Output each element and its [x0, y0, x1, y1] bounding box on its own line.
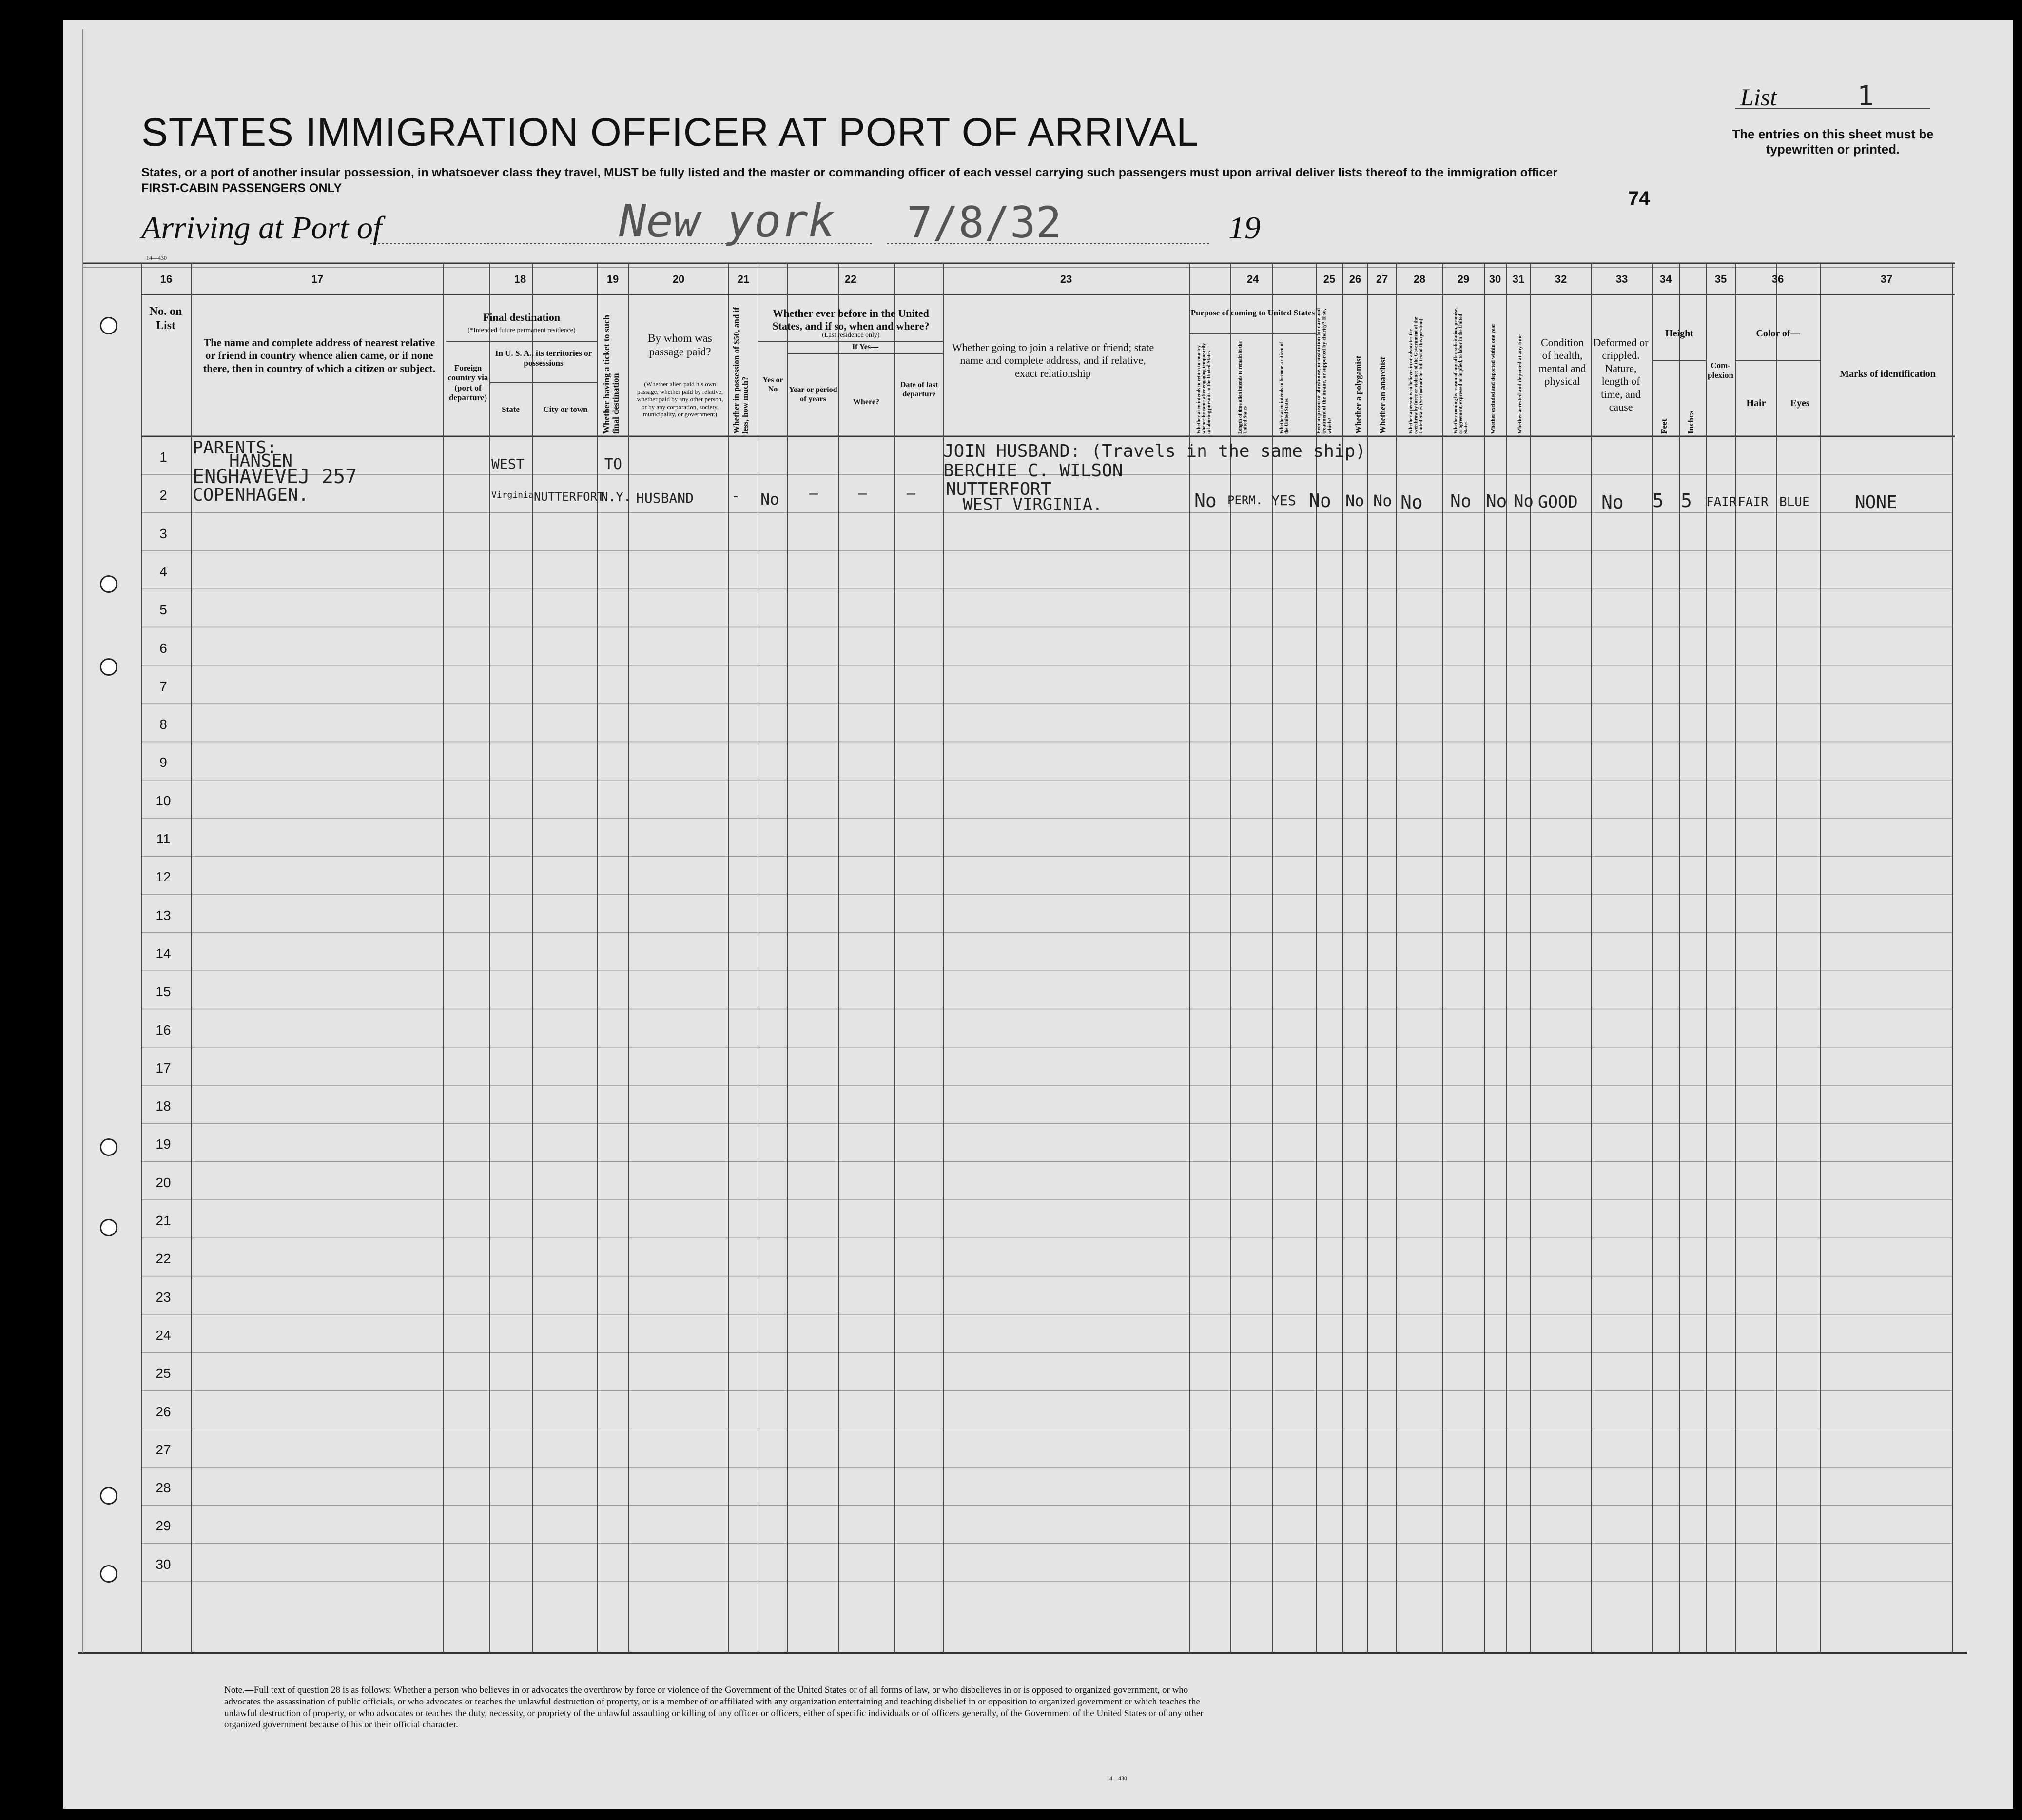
entry-join-line2: BERCHIE C. WILSON [943, 461, 1123, 481]
row-number: 7 [159, 678, 167, 694]
entry-paid-by: HUSBAND [636, 490, 694, 506]
row-number: 4 [159, 564, 167, 579]
header-purpose-citizen: Whether alien intends to become a citizen of the United States [1279, 342, 1290, 434]
column-number-19: 19 [606, 273, 619, 285]
instructions-line1: States, or a port of another insular possession, in whatsoever class they travel, MUST be fully listed and the master or commanding officer of each vessel carrying such passengers must upon arrival deliver lists thereof to the immigration officer [141, 166, 1557, 179]
header-color-of: Color of— [1756, 328, 1800, 339]
entry-city: NUTTERFORT [534, 490, 604, 504]
column-number-22: 22 [844, 273, 857, 285]
column-number-18: 18 [514, 273, 526, 285]
header-final-destination-note: (*Intended future permanent residence) [467, 327, 576, 334]
column-number-21: 21 [737, 273, 750, 285]
row-number: 1 [159, 450, 167, 465]
row-number: 10 [156, 793, 171, 808]
header-where: Where? [853, 398, 879, 406]
entry-where: — [858, 485, 867, 502]
entry-polygamist: No [1345, 491, 1364, 510]
entry-state-line1: WEST [491, 456, 525, 472]
row-number: 27 [156, 1442, 171, 1457]
row-number: 25 [156, 1366, 171, 1381]
header-final-destination: Final destination [483, 311, 561, 323]
column-number-29: 29 [1457, 273, 1470, 285]
header-inches: Inches [1686, 411, 1695, 434]
entry-hair: FAIR [1738, 495, 1769, 509]
entry-state-line2: Virginia [491, 490, 534, 500]
column-number-34: 34 [1659, 273, 1672, 285]
row-number: 26 [156, 1404, 171, 1419]
entry-prison: No [1309, 490, 1331, 511]
row-number: 22 [156, 1251, 171, 1267]
row-number: 21 [156, 1213, 171, 1228]
footnote: Note.—Full text of question 28 is as follows: Whether a person who believes in or advocates the overthrow by force or violence of the Government of the United States or of all forms of law, or who disbelieves in or is opposed to organized government, or who advocates the assassination of public officials, or who advocates or teaches the unlawful destruction of property, or is a member of or affiliated with any organization entertaining and teaching disbelief in or opposition to organized government or which teaches the unlawful destruction of property, or who advocates or teaches the duty, necessity, or propriety of the unlawful assaulting or killing of any officer or officers, either of specific individuals or of officers generally, of the Government of the United States or of any other organized government because of his or their official character. [224, 1685, 1204, 1730]
header-state: State [502, 405, 520, 414]
header-year-period: Year or period of years [789, 386, 837, 404]
header-purpose: Purpose of coming to United States [1190, 308, 1315, 317]
entry-year: — [809, 485, 818, 502]
entry-feet: 5 [1653, 490, 1664, 511]
row-number: 17 [156, 1060, 171, 1076]
header-joining: Whether going to join a relative or friend; state name and complete address, and if relative, exact relationship [952, 341, 1154, 379]
header-ticket: Whether having a ticket to such final destination [602, 314, 621, 434]
entry-health: GOOD [1538, 492, 1578, 512]
row-number: 15 [156, 984, 171, 999]
list-label: List [1740, 83, 1777, 111]
header-hair: Hair [1746, 398, 1766, 409]
header-before-us: Whether ever before in the United States, and if so, when and where? [772, 307, 930, 333]
punch-hole [100, 1487, 117, 1505]
entry-before: No [760, 490, 779, 509]
row-number: 12 [156, 869, 171, 885]
port-value: New york [619, 195, 836, 247]
column-number-32: 32 [1555, 273, 1567, 285]
entry-relative-line4: COPENHAGEN. [193, 485, 309, 505]
row-number: 9 [159, 755, 167, 770]
entry-money: - [731, 488, 740, 505]
entry-join-line3: NUTTERFORT [946, 479, 1051, 499]
form-title: STATES IMMIGRATION OFFICER AT PORT OF ARRIVAL [141, 110, 1199, 155]
entry-q30: No [1486, 491, 1507, 511]
entry-join-line4: WEST VIRGINIA. [963, 495, 1103, 514]
header-date-departure: Date of last departure [900, 381, 938, 399]
header-anarchist: Whether an anarchist [1378, 356, 1387, 434]
entry-purpose-return: No [1194, 490, 1217, 511]
header-in-usa: In U. S. A., its territories or possessions [495, 349, 592, 368]
column-number-24: 24 [1246, 273, 1259, 285]
row-number: 23 [156, 1289, 171, 1305]
entry-deformed: No [1601, 491, 1624, 513]
header-q29: Whether coming by reason of any offer, solicitation, promise, or agreement, expressed or implied, to labor in the United States [1453, 307, 1469, 434]
header-prison: Ever in prison or almshouse, or institution for care and treatment of the insane, or supported by charity? If so, which? [1316, 308, 1333, 434]
entry-join-line1: JOIN HUSBAND: (Travels in the same ship) [943, 441, 1366, 461]
row-number: 20 [156, 1174, 171, 1190]
row-number: 14 [156, 945, 171, 961]
entry-inches: 5 [1681, 490, 1692, 511]
header-q28: Whether a person who believes in or advocates the overthrow by force or violence of the Government of the United States (See footnote for full text of this question) [1408, 317, 1424, 434]
column-number-30: 30 [1489, 273, 1501, 285]
header-purpose-return: Whether alien intends to return to country whence he came after engaging temporarily in laboring pursuits in the United States [1196, 343, 1212, 434]
header-last-residence: (Last residence only) [822, 332, 880, 339]
column-number-33: 33 [1615, 273, 1628, 285]
entry-purpose-citizen: YES [1271, 492, 1296, 509]
row-number: 13 [156, 907, 171, 923]
header-q30: Whether excluded and deported within one year [1490, 323, 1496, 434]
form-code-top: 14—430 [146, 254, 167, 261]
header-purpose-length: Length of time alien intends to remain in the United States [1238, 341, 1248, 434]
column-number-17: 17 [311, 273, 324, 285]
row-number: 5 [159, 602, 167, 618]
row-number: 3 [159, 526, 167, 541]
entry-relative-line2: HANSEN [229, 451, 293, 471]
punch-hole [100, 1138, 117, 1156]
entry-relative-line3: ENGHAVEVEJ 257 [193, 466, 357, 488]
entry-ticket-line2: N.Y. [601, 490, 631, 505]
row-number: 29 [156, 1518, 171, 1534]
punch-hole [100, 1219, 117, 1236]
entry-q28: No [1400, 491, 1423, 513]
entry-q29: No [1450, 491, 1472, 511]
row-number: 18 [156, 1098, 171, 1114]
typewritten-note: The entries on this sheet must be typewritten or printed. [1732, 127, 1934, 157]
column-number-16: 16 [160, 273, 173, 285]
header-eyes: Eyes [1790, 398, 1810, 409]
entry-relative-line1: PARENTS: [193, 438, 277, 458]
column-number-20: 20 [672, 273, 685, 285]
row-number: 8 [159, 717, 167, 732]
header-health: Condition of health, mental and physical [1538, 336, 1586, 388]
header-complexion: Com-plexion [1708, 361, 1733, 380]
row-number: 2 [159, 488, 167, 503]
header-height: Height [1665, 328, 1693, 339]
entry-ticket-line1: TO [604, 456, 622, 473]
header-if-yes: If Yes— [852, 343, 879, 351]
column-number-23: 23 [1060, 273, 1072, 285]
column-number-35: 35 [1714, 273, 1727, 285]
header-by-whom: By whom was passage paid? [648, 332, 712, 358]
header-city: City or town [543, 405, 588, 414]
date-value: 7/8/32 [907, 197, 1062, 248]
entry-purpose-length: PERM. [1227, 493, 1263, 507]
row-number: 24 [156, 1327, 171, 1343]
header-no-on-list: No. on List [149, 305, 182, 332]
punch-hole [100, 1565, 117, 1583]
column-number-36: 36 [1771, 273, 1784, 285]
punch-hole [100, 658, 117, 676]
page-number: 74 [1628, 188, 1650, 209]
punch-hole [100, 575, 117, 593]
column-number-37: 37 [1880, 273, 1893, 285]
header-q31: Whether arrested and deported at any time [1517, 334, 1523, 434]
header-by-whom-note: (Whether alien paid his own passage, whether paid by relative, whether paid by any other person, or by any corporation, society, municipality, or government) [637, 380, 723, 418]
header-polygamist: Whether a polygamist [1354, 355, 1363, 434]
form-code-bottom: 14—430 [1107, 1775, 1127, 1781]
list-number: 1 [1857, 80, 1874, 112]
header-relative: The name and complete address of nearest relative or friend in country whence alien came, or if none there, then in country of which a citizen or subject. [203, 336, 436, 374]
header-marks: Marks of identification [1840, 369, 1936, 379]
header-deformed: Deformed or crippled. Nature, length of time, and cause [1593, 336, 1649, 413]
header-foreign-country: Foreign country via (port of departure) [447, 363, 488, 403]
row-number: 16 [156, 1022, 171, 1037]
entry-marks: NONE [1855, 492, 1897, 512]
column-number-31: 31 [1512, 273, 1525, 285]
entry-eyes: BLUE [1779, 495, 1810, 509]
row-number: 30 [156, 1556, 171, 1572]
header-yes-no: Yes or No [762, 376, 783, 394]
entry-complexion: FAIR [1706, 495, 1737, 509]
punch-hole [100, 317, 117, 334]
column-number-28: 28 [1413, 273, 1426, 285]
header-money: Whether in possession of $50, and if less, how much? [732, 307, 750, 434]
entry-departure: — [907, 485, 916, 502]
port-label: Arriving at Port of [141, 210, 382, 246]
column-number-27: 27 [1376, 273, 1388, 285]
column-number-26: 26 [1349, 273, 1361, 285]
row-number: 6 [159, 640, 167, 656]
entry-anarchist: No [1373, 491, 1392, 510]
entry-q31: No [1514, 491, 1534, 511]
row-number: 28 [156, 1480, 171, 1496]
column-number-25: 25 [1323, 273, 1336, 285]
row-number: 19 [156, 1136, 171, 1152]
header-feet: Feet [1659, 418, 1669, 434]
year-prefix: 19 [1228, 210, 1261, 246]
instructions-line2: FIRST-CABIN PASSENGERS ONLY [141, 181, 342, 195]
row-number: 11 [156, 831, 171, 846]
